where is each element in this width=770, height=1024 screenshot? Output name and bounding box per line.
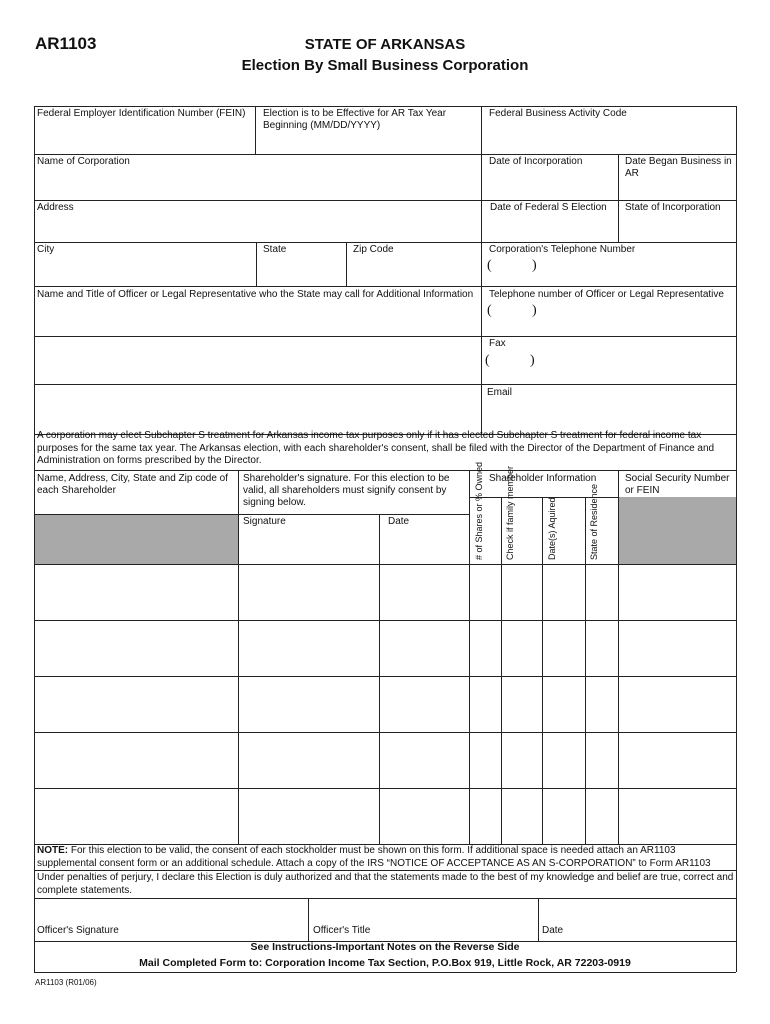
state-heading: STATE OF ARKANSAS [304,36,466,53]
date-began-label: Date Began Business in AR [625,156,732,179]
date-began-field[interactable] [620,182,734,198]
col-date-header: Date [388,516,410,527]
form-title: Election By Small Business Corporation [241,57,529,74]
col-name-header: Name, Address, City, State and Zip code of each Shareholder [37,473,229,496]
city-label: City [37,244,55,255]
officer-phone-paren-close: ) [532,303,537,318]
col-signature-header: Signature [243,516,286,527]
name-header-shade [35,515,238,564]
activity-code-field[interactable] [483,124,733,152]
revision-code: AR1103 (R01/06) [35,978,97,987]
officer-signature-field[interactable] [36,902,306,922]
date-incorp-field[interactable] [483,172,616,198]
note-label: NOTE: [37,845,69,856]
shareholder-row-1[interactable] [36,566,236,618]
state-label: State [263,244,287,255]
address-field[interactable] [36,216,478,240]
col-info-header: Shareholder Information [489,473,597,484]
fein-field[interactable] [36,126,252,152]
col-residence-header: State of Residence [589,483,599,560]
officer-phone-label: Telephone number of Officer or Legal Representative [489,289,724,300]
zip-label: Zip Code [353,244,394,255]
col-signature-note: Shareholder's signature. For this election to be valid, all shareholders must signify consent by signing below. [243,473,450,508]
officer-phone-field[interactable] [483,302,733,334]
state-field[interactable] [258,258,344,284]
officer-phone-paren-open: ( [487,303,492,318]
officer-name-field-2[interactable] [36,338,479,382]
fax-label: Fax [489,338,506,349]
col-shares-header: # of Shares or % Owned [474,461,484,560]
effective-year-field[interactable] [257,133,479,153]
mailing-address: Mail Completed Form to: Corporation Income Tax Section, P.O.Box 919, Little Rock, AR 72203-0919 [139,957,631,969]
state-incorp-field[interactable] [620,216,734,240]
activity-code-label: Federal Business Activity Code [489,108,627,119]
officer-title-label: Officer's Title [313,925,371,936]
form-number: AR1103 [35,34,97,53]
signoff-date-label: Date [542,925,564,936]
address-label: Address [37,202,74,213]
federal-s-date-field[interactable] [483,216,616,240]
instructions-note: See Instructions-Important Notes on the Reverse Side [250,941,520,953]
date-incorp-label: Date of Incorporation [489,156,583,167]
officer-title-field[interactable] [310,902,536,922]
fax-paren-open: ( [485,353,490,368]
shareholder-row-2[interactable] [36,622,236,674]
shareholder-row-3[interactable] [36,678,236,730]
note-text: For this election to be valid, the consent of each stockholder must be shown on this form. If additional space is needed attach an AR1103 supplemental consent form or an additional schedule. Attach a copy of the IRS “NOTICE OF ACCEPTANCE AS AN S-CORPORATION” to Form AR1103 [37,845,711,869]
shareholder-row-5[interactable] [36,790,236,842]
email-field[interactable] [483,402,733,432]
city-field[interactable] [36,258,254,284]
officer-name-label: Name and Title of Officer or Legal Representative who the State may call for Additional Information [37,289,474,300]
corp-phone-field[interactable] [483,256,733,284]
col-ssn-header: Social Security Number or FEIN [625,473,730,496]
election-paragraph: A corporation may elect Subchapter S treatment for Arkansas income tax purposes only if it has elected Subchapter S treatment for federal income tax purposes for the same tax year. The Arkansas election, with each shareholder's consent, shall be filed with the Director of the Department of Finance and Administration on forms prescribed by the Director. [37,430,715,466]
officer-name-field[interactable] [36,304,479,334]
zip-field[interactable] [348,258,479,284]
corp-name-label: Name of Corporation [37,156,130,167]
col-family-header: Check if family member [505,465,515,560]
state-incorp-label: State of Incorporation [625,202,721,213]
col-dates-acquired-header: Date(s) Aquired [547,497,557,560]
corp-phone-paren-close: ) [532,258,537,273]
fein-label: Federal Employer Identification Number (FEIN) [37,108,246,119]
note-paragraph [37,845,734,870]
email-label: Email [487,387,513,398]
officer-name-field-3[interactable] [36,386,479,432]
corp-name-field[interactable] [36,172,478,198]
corp-phone-label: Corporation's Telephone Number [489,244,636,255]
shareholder-row-4[interactable] [36,734,236,786]
fax-field[interactable] [483,352,733,382]
ssn-header-shade [619,497,736,564]
form-body [34,106,736,972]
federal-s-date-label: Date of Federal S Election [490,202,607,213]
signoff-date-field[interactable] [540,902,734,922]
fax-paren-close: ) [530,353,535,368]
officer-signature-label: Officer's Signature [37,925,119,936]
effective-year-label: Election is to be Effective for AR Tax Year Beginning (MM/DD/YYYY) [263,108,447,131]
corp-phone-paren-open: ( [487,258,492,273]
perjury-statement: Under penalties of perjury, I declare this Election is duly authorized and that the statements made to the best of my knowledge and belief are true, correct and complete statements. [37,872,734,896]
